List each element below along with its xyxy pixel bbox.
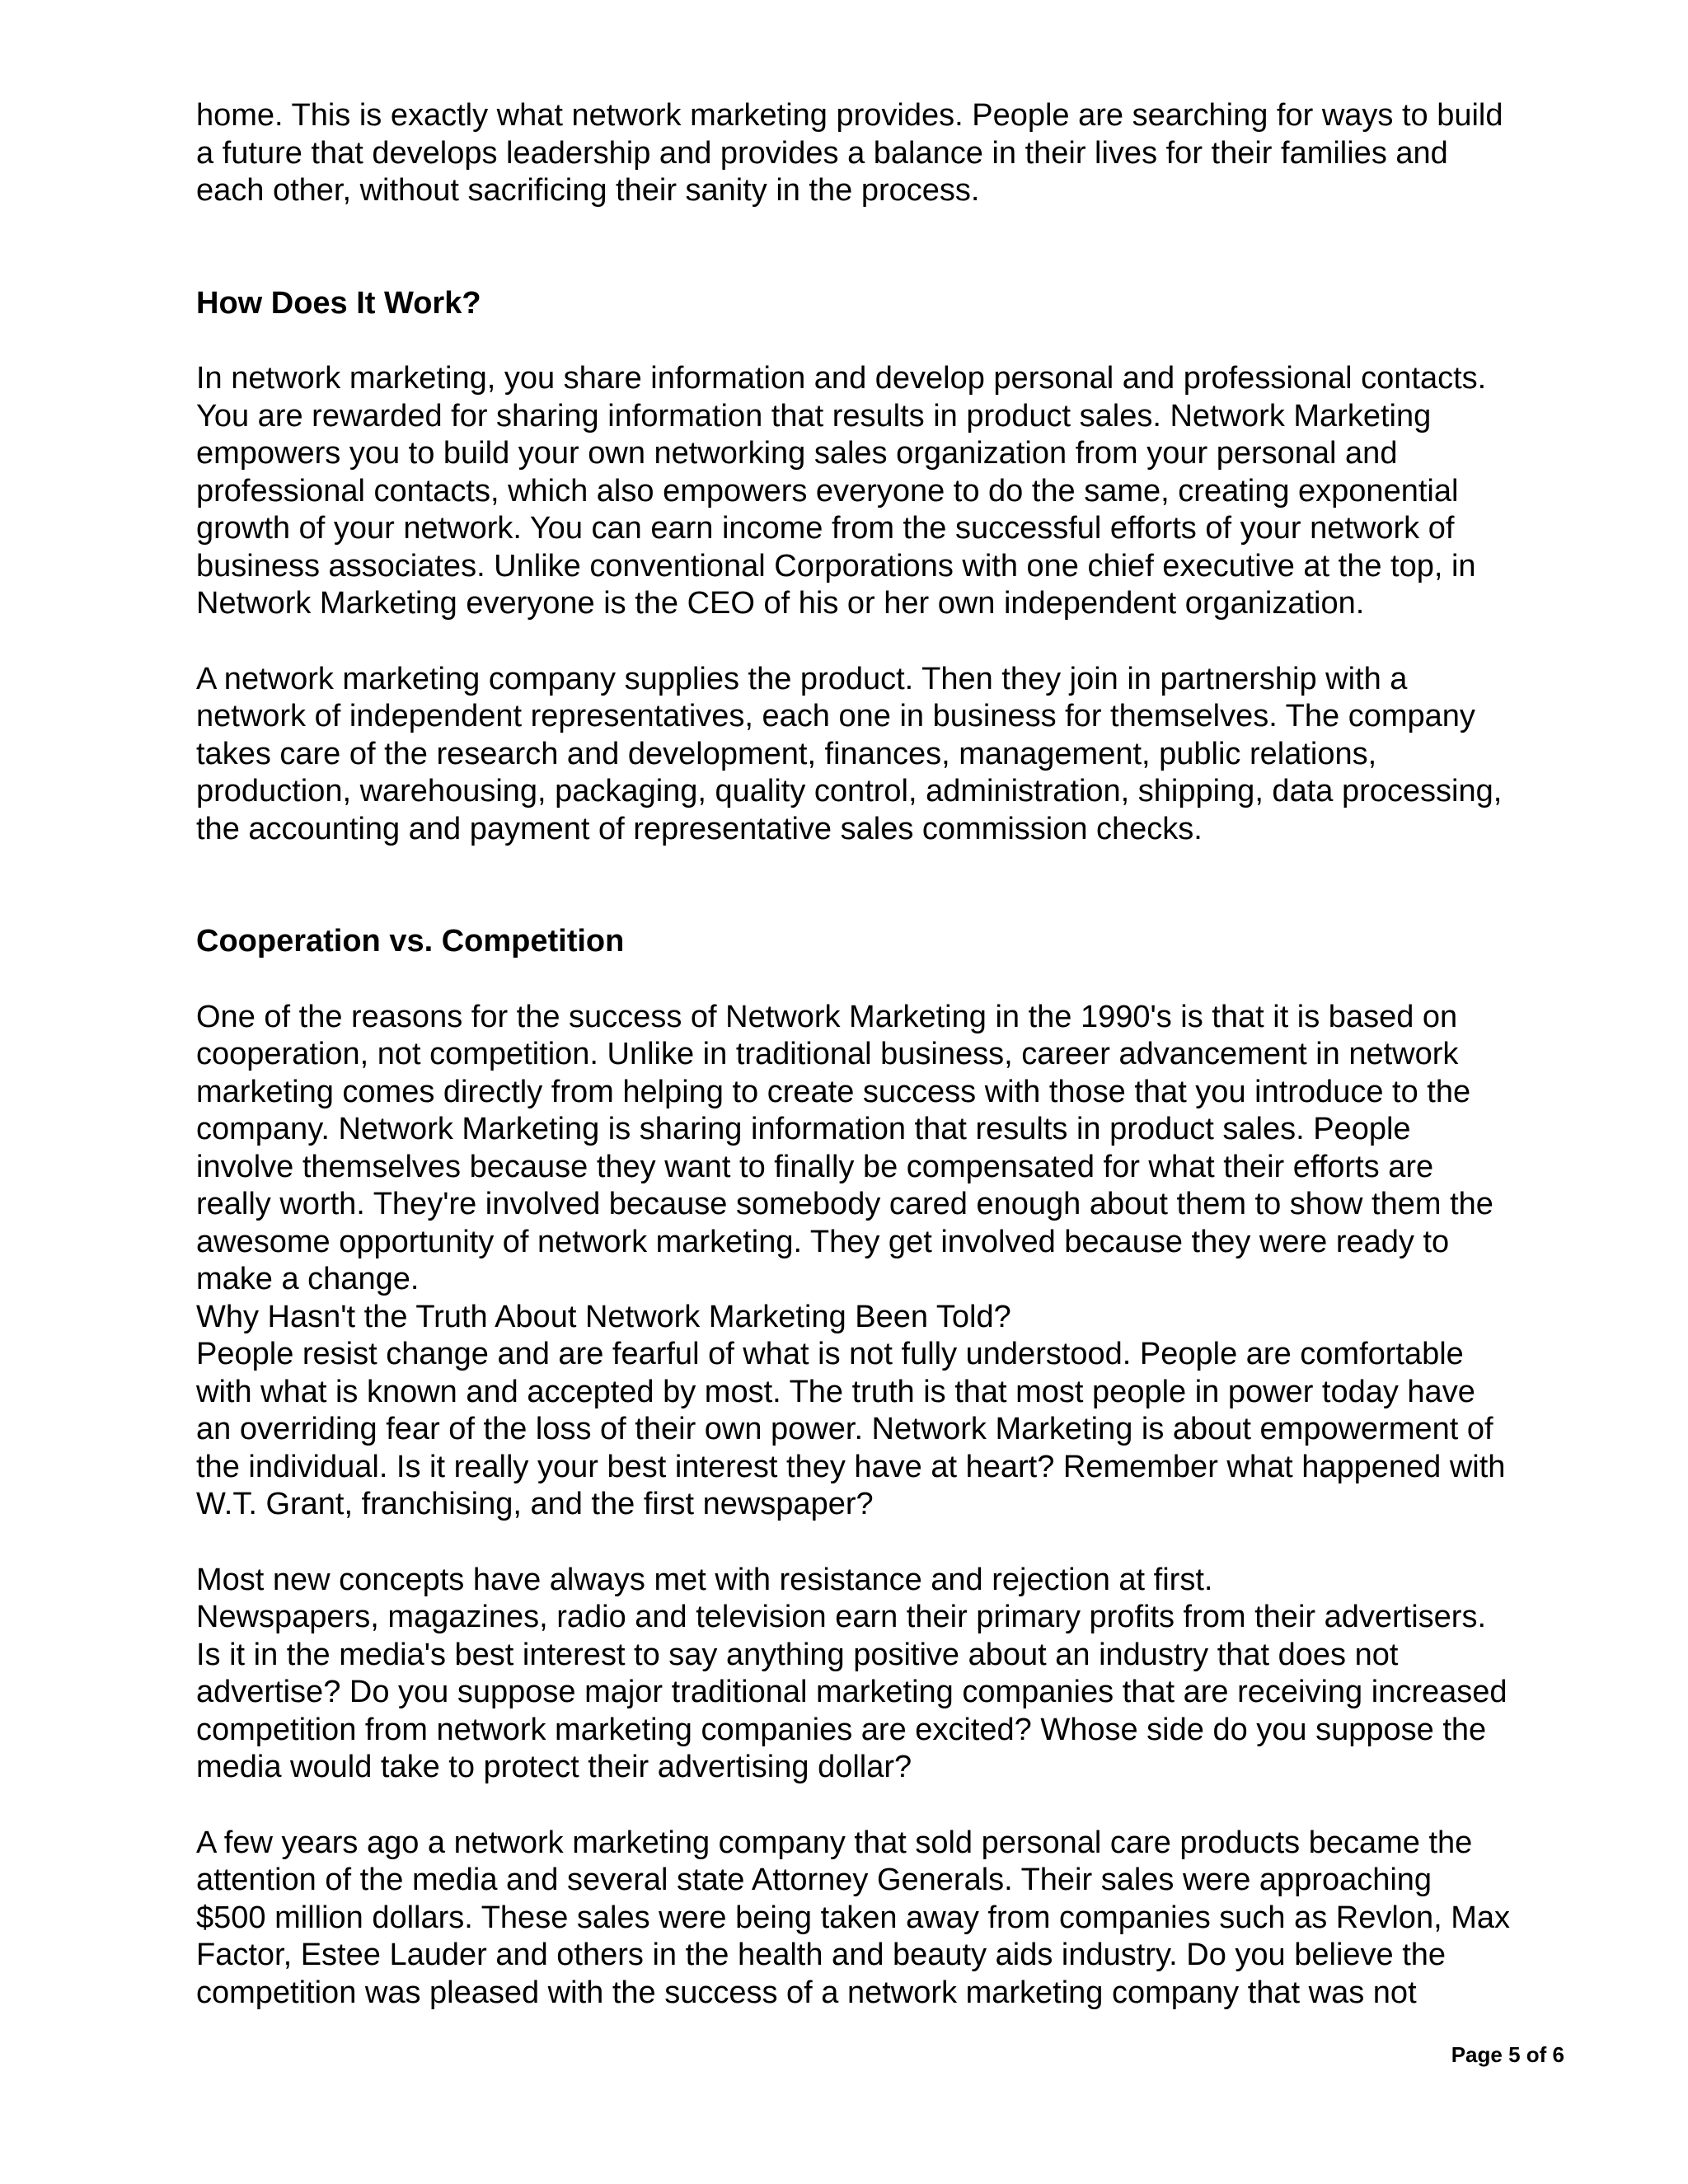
paragraph-line: competition from network marketing companies are excited? Whose side do you suppose the [196, 1712, 1487, 1747]
cooperation-paragraph-3 [196, 1825, 1581, 2013]
paragraph-line: A network marketing company supplies the product. Then they join in partnership with a [196, 661, 1408, 696]
page-number-footer: Page 5 of 6 [1451, 2042, 1564, 2067]
paragraph-line: competition was pleased with the success of a network marketing company that was not [196, 1975, 1417, 2010]
paragraph-line: really worth. They're involved because somebody cared enough about them to show them the [196, 1187, 1493, 1221]
paragraph-line: W.T. Grant, franchising, and the first newspaper? [196, 1487, 874, 1521]
paragraph-line: Network Marketing everyone is the CEO of his or her own independent organization. [196, 586, 1365, 621]
how-it-works-paragraph-1 [196, 360, 1581, 623]
paragraph-line: Factor, Estee Lauder and others in the health and beauty aids industry. Do you believe the [196, 1938, 1447, 1972]
paragraph-line: media would take to protect their advertising dollar? [196, 1750, 912, 1784]
paragraph-line: People resist change and are fearful of what is not fully understood. People are comfortable [196, 1337, 1464, 1371]
how-it-works-paragraph-2 [196, 661, 1581, 849]
paragraph-line: business associates. Unlike conventional Corporations with one chief executive at the top, in [196, 548, 1476, 583]
paragraph-line: professional contacts, which also empowers everyone to do the same, creating exponential [196, 473, 1459, 509]
paragraph-line: each other, without sacrificing their sanity in the process. [196, 173, 980, 208]
intro-paragraph [196, 97, 1581, 210]
section-heading-cooperation: Cooperation vs. Competition [196, 924, 625, 958]
paragraph-line: takes care of the research and development, finances, management, public relations, [196, 736, 1377, 771]
cooperation-paragraph-1 [196, 999, 1581, 1524]
paragraph-line: attention of the media and several state Attorney Generals. Their sales were approaching [196, 1863, 1432, 1897]
paragraph-line: Why Hasn't the Truth About Network Marketing Been Told? [196, 1299, 1011, 1334]
paragraph-line: A few years ago a network marketing company that sold personal care products became the [196, 1825, 1473, 1860]
paragraph-line: advertise? Do you suppose major traditional marketing companies that are receiving increased [196, 1675, 1507, 1709]
paragraph-line: company. Network Marketing is sharing information that results in product sales. People [196, 1112, 1411, 1146]
paragraph-line: Newspapers, magazines, radio and television earn their primary profits from their advertisers. [196, 1600, 1486, 1634]
paragraph-line: the accounting and payment of representative sales commission checks. [196, 811, 1203, 846]
paragraph-line: marketing comes directly from helping to create success with those that you introduce to the [196, 1074, 1471, 1109]
paragraph-line: home. This is exactly what network marketing provides. People are searching for ways to build [196, 98, 1503, 133]
paragraph-line: Is it in the media's best interest to say anything positive about an industry that does not [196, 1637, 1399, 1672]
paragraph-line: an overriding fear of the loss of their own power. Network Marketing is about empowerment of [196, 1412, 1493, 1446]
section-heading-how-it-works: How Does It Work? [196, 285, 481, 321]
paragraph-line: production, warehousing, packaging, quality control, administration, shipping, data processing, [196, 774, 1503, 808]
page-content [196, 97, 1581, 2012]
paragraph-line: network of independent representatives, each one in business for themselves. The company [196, 699, 1475, 733]
paragraph-line: awesome opportunity of network marketing. They get involved because they were ready to [196, 1224, 1450, 1259]
cooperation-paragraph-2 [196, 1562, 1581, 1787]
paragraph-line: empowers you to build your own networking sales organization from your personal and [196, 436, 1398, 471]
paragraph-line: with what is known and accepted by most. The truth is that most people in power today have [196, 1374, 1475, 1409]
paragraph-line: make a change. [196, 1262, 420, 1296]
paragraph-line: the individual. Is it really your best interest they have at heart? Remember what happened with [196, 1449, 1506, 1484]
paragraph-line: a future that develops leadership and provides a balance in their lives for their families and [196, 135, 1448, 171]
paragraph-line: cooperation, not competition. Unlike in traditional business, career advancement in network [196, 1037, 1459, 1071]
paragraph-line: growth of your network. You can earn income from the successful efforts of your network of [196, 511, 1455, 546]
paragraph-line: You are rewarded for sharing information that results in product sales. Network Marketing [196, 398, 1432, 434]
paragraph-line: involve themselves because they want to finally be compensated for what their efforts are [196, 1149, 1434, 1184]
paragraph-line: In network marketing, you share information and develop personal and professional contacts. [196, 361, 1487, 396]
paragraph-line: $500 million dollars. These sales were being taken away from companies such as Revlon, Max [196, 1900, 1510, 1935]
paragraph-line: Most new concepts have always met with resistance and rejection at first. [196, 1562, 1213, 1597]
paragraph-line: One of the reasons for the success of Network Marketing in the 1990's is that it is based on [196, 999, 1458, 1034]
